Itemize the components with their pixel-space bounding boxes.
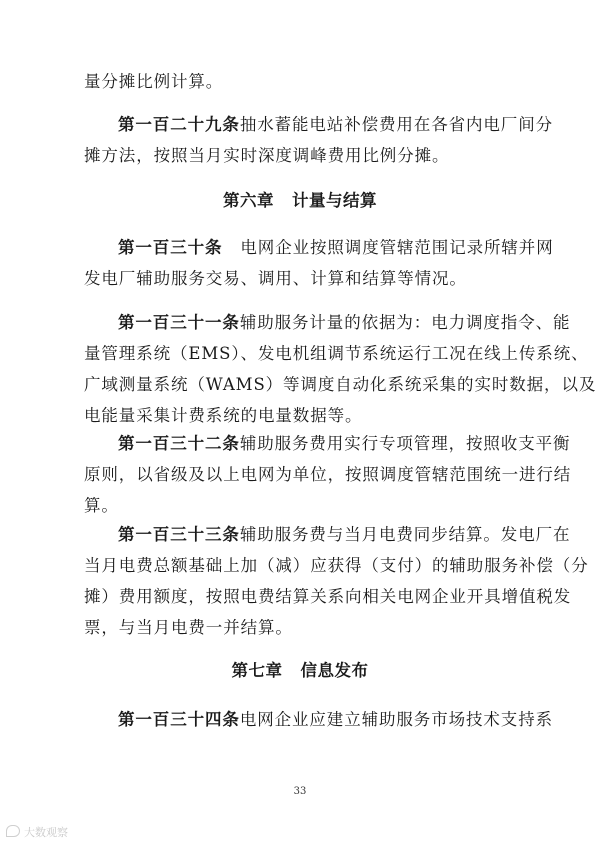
watermark-text: 大数观察 (24, 826, 68, 839)
article-number: 第一百三十条 (118, 238, 223, 257)
text-line: 当月电费总额基础上加（减）应获得（支付）的辅助服务补偿（分 (84, 556, 589, 575)
article-number: 第一百二十九条 (118, 115, 240, 134)
chapter-title: 计量与结算 (292, 191, 377, 210)
article-134-line (118, 709, 554, 731)
article-133-line (118, 524, 571, 546)
chapter-number: 第六章 (223, 191, 274, 210)
article-131-line (118, 312, 571, 334)
text-line: 广域测量系统（WAMS）等调度自动化系统采集的实时数据，以及 (84, 375, 597, 394)
chapter-6-heading (0, 190, 600, 212)
text-line: 摊）费用额度，按照电费结算关系向相关电网企业开具增值税发 (84, 587, 572, 606)
page-number: 33 (293, 786, 307, 797)
text-line: 原则，以省级及以上电网为单位，按照调度管辖范围统一进行结 (84, 465, 572, 484)
article-number: 第一百三十四条 (118, 710, 240, 729)
text-line: 量管理系统（EMS）、发电机组调节系统运行工况在线上传系统、 (84, 344, 589, 363)
text-line: 量分摊比例计算。 (84, 72, 224, 91)
chapter-7-heading (0, 660, 600, 682)
article-text: 辅助服务费用实行专项管理，按照收支平衡 (239, 434, 571, 453)
article-130-line (118, 237, 554, 259)
chapter-number: 第七章 (231, 661, 283, 680)
article-132-line (118, 433, 571, 455)
text-line: 摊方法，按照当月实时深度调峰费用比例分摊。 (84, 146, 450, 165)
text-line: 算。 (84, 496, 119, 515)
text-line: 票，与当月电费一并结算。 (84, 618, 293, 637)
text-line: 发电厂辅助服务交易、调用、计算和结算等情况。 (84, 269, 467, 288)
article-text: 辅助服务计量的依据为：电力调度指令、能 (239, 313, 571, 332)
article-text: 辅助服务费与当月电费同步结算。发电厂在 (239, 525, 571, 544)
article-text: 电网企业应建立辅助服务市场技术支持系 (239, 710, 554, 729)
watermark (6, 824, 68, 840)
article-text: 电网企业按照调度管辖范围记录所辖并网 (240, 238, 554, 257)
watermark-icon (6, 825, 20, 837)
text-line: 电能量采集计费系统的电量数据等。 (84, 406, 363, 425)
article-number: 第一百三十二条 (118, 434, 240, 453)
article-text: 抽水蓄能电站补偿费用在各省内电厂间分 (239, 115, 554, 134)
article-129-line (118, 114, 554, 136)
chapter-title: 信息发布 (300, 661, 369, 680)
article-number: 第一百三十一条 (118, 313, 240, 332)
article-number: 第一百三十三条 (118, 525, 240, 544)
